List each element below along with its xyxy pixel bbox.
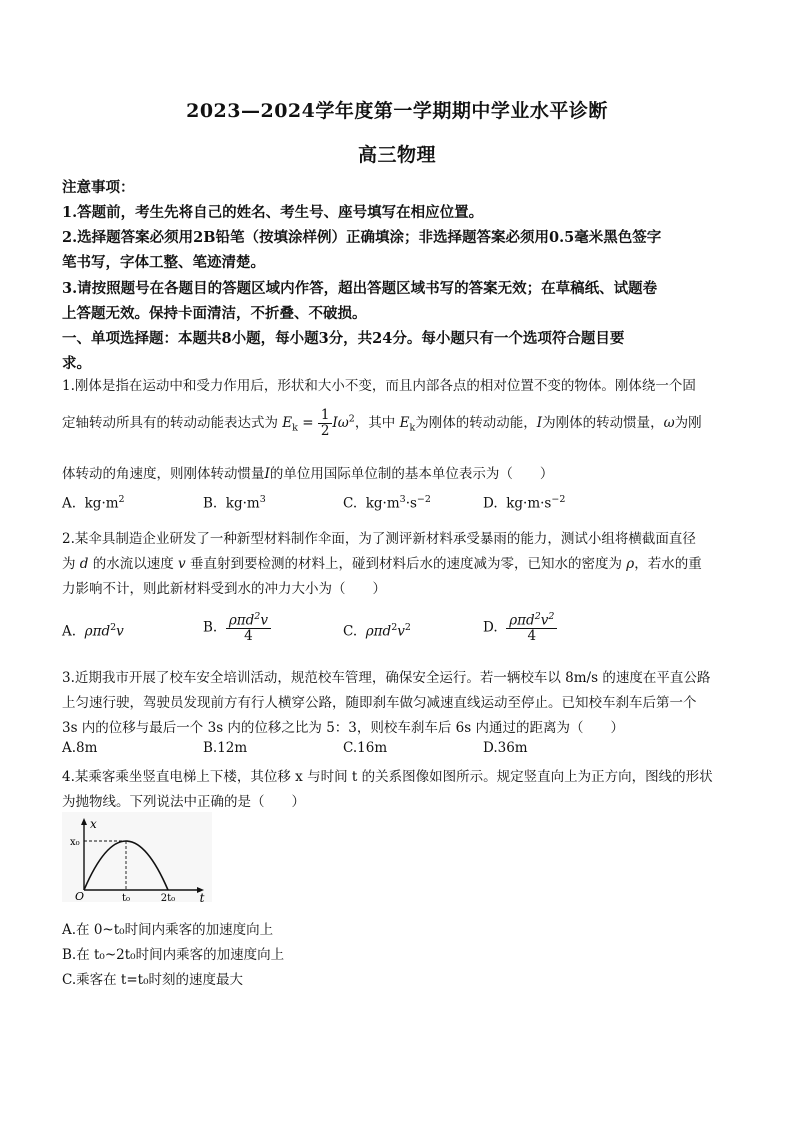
q2-option-b: B. $\frac{\rho\pi d^2v}{4}$: [203, 612, 271, 644]
q3-line2: 上匀速行驶，驾驶员发现前方有行人横穿公路，随即刹车做匀减速直线运动至停止。已知校车刹车后第一个: [62, 695, 697, 711]
section-heading-line1: 一、单项选择题：本题共8小题，每小题3分，共24分。每小题只有一个选项符合题目要: [62, 330, 625, 347]
q2-line1: 2.某伞具制造企业研发了一种新型材料制作伞面，为了测评新材料承受暴雨的能力，测试小组将横截面直径: [62, 531, 696, 547]
q2-line2-a: 为: [62, 556, 76, 572]
note-2-line1: 2.选择题答案必须用2B铅笔（按填涂样例）正确填涂；非选择题答案必须用0.5毫米黑色签字: [62, 229, 662, 246]
graph-x0-label: x₀: [70, 837, 80, 848]
q2-option-a: A. ρπd$^2$v: [62, 622, 124, 640]
q2-option-c: C. $\rho\pi d^2v^2$: [343, 622, 411, 640]
q1-option-d: D. $kg\cdot m\cdot s^{-2}$: [483, 494, 566, 512]
q2-option-b-label: B.: [203, 619, 218, 636]
q1-option-a-label: A.: [62, 495, 77, 512]
q1-option-d-label: D.: [483, 495, 498, 512]
q1-line2-a: 定轴转动所具有的转动动能表达式为: [62, 414, 278, 431]
q1-option-b-label: B.: [203, 495, 218, 512]
q1-line2-d: 为刚体的转动惯量，: [542, 414, 664, 431]
q2-line3: 力影响不计，则此新材料受到水的冲力大小为（ ）: [62, 581, 386, 597]
q1-option-c-label: C.: [343, 495, 358, 512]
q4-option-a: A.在 0~t₀时间内乘客的加速度向上: [62, 922, 274, 938]
q3-option-d: D.36m: [483, 740, 528, 756]
q4-line1: 4.某乘客乘坐竖直电梯上下楼，其位移 x 与时间 t 的关系图像如图所示。规定竖直向上为正方向，图线的形状: [62, 769, 713, 785]
q4-graph: [62, 812, 212, 902]
q2-line2-c: 垂直射到要检测的材料上，碰到材料后水的速度减为零，已知水的密度为: [189, 556, 622, 572]
q3-line3: 3s 内的位移与最后一个 3s 内的位移之比为 5：3，则校车刹车后 6s 内通过的距离为（ ）: [62, 720, 624, 736]
q2-line2-d: ，若水的重: [634, 556, 702, 572]
exam-title: 2023—2024学年度第一学期期中学业水平诊断: [186, 100, 608, 122]
section-heading-line2: 求。: [62, 355, 91, 372]
q2-option-d: D. $\frac{\rho\pi d^2v^2}{4}$: [483, 612, 557, 644]
q2-line2-b: 的水流以速度: [92, 556, 174, 572]
q1-line3-a: 体转动的角速度，则刚体转动惯量: [62, 466, 265, 482]
note-3-line1: 3.请按照题号在各题目的答题区域内作答，超出答题区域书写的答案无效；在草稿纸、试题卷: [62, 280, 658, 297]
q1-option-a: A. $kg\cdot m^2$: [62, 494, 125, 512]
q4-option-b: B.在 t₀~2t₀时间内乘客的加速度向上: [62, 947, 285, 963]
q1-line2-c: 为刚体的转动动能，: [415, 414, 537, 431]
q2-option-c-label: C.: [343, 623, 358, 640]
graph-x-label: t: [199, 891, 205, 902]
q3-option-a: A.8m: [62, 740, 98, 756]
notes-heading: 注意事项：: [62, 179, 135, 196]
graph-t0-label: t₀: [121, 893, 131, 902]
q1-line3: 体转动的角速度，则刚体转动惯量I的单位用国际单位制的基本单位表示为（ ）: [62, 466, 554, 482]
q2-option-a-label: A.: [62, 623, 77, 640]
q3-line1: 3.近期我市开展了校车安全培训活动，规范校车管理，确保安全运行。若一辆校车以 8m/s 的速度在平直公路: [62, 670, 711, 686]
q1-option-b: B. $kg\cdot m^3$: [203, 494, 266, 512]
q3-option-c: C.16m: [343, 740, 388, 756]
q1-line2: 定轴转动所具有的转动动能表达式为 $E_k$ = $\frac{1}{2}$ $I\omega^2$，其中 $E_k$为刚体的转动动能，I为刚体的转动惯量，ω为刚: [62, 407, 702, 439]
graph-2t0-label: 2t₀: [160, 893, 176, 902]
q4-option-c: C.乘客在 t=t₀时刻的速度最大: [62, 972, 244, 988]
q1-line1: 1.刚体是指在运动中和受力作用后，形状和大小不变，而且内部各点的相对位置不变的物体。刚体绕一个固: [62, 378, 696, 394]
graph-y-label: x: [90, 817, 97, 831]
q1-option-c: C. $kg\cdot m^3\cdot s^{-2}$: [343, 494, 431, 512]
exam-subtitle: 高三物理: [357, 144, 436, 166]
q4-line2: 为抛物线。下列说法中正确的是（ ）: [62, 794, 305, 810]
q1-formula: $E_k$ = $\frac{1}{2}$ $I\omega^2$: [282, 407, 355, 439]
q3-option-b: B.12m: [203, 740, 248, 756]
graph-origin-label: O: [75, 890, 85, 902]
q1-line2-b: ，其中: [354, 414, 396, 431]
q1-line2-e: 为刚: [674, 414, 702, 431]
q2-option-d-label: D.: [483, 619, 498, 636]
note-2-line2: 笔书写，字体工整、笔迹清楚。: [62, 254, 265, 271]
note-1: 1.答题前，考生先将自己的姓名、考生号、座号填写在相应位置。: [62, 204, 484, 221]
note-3-line2: 上答题无效。保持卡面清洁，不折叠、不破损。: [62, 305, 367, 322]
q2-line2: 为 d 的水流以速度 v 垂直射到要检测的材料上，碰到材料后水的速度减为零，已知水的密度为 ρ，若水的重: [62, 556, 702, 572]
q1-line3-b: 的单位用国际单位制的基本单位表示为（ ）: [269, 466, 554, 482]
